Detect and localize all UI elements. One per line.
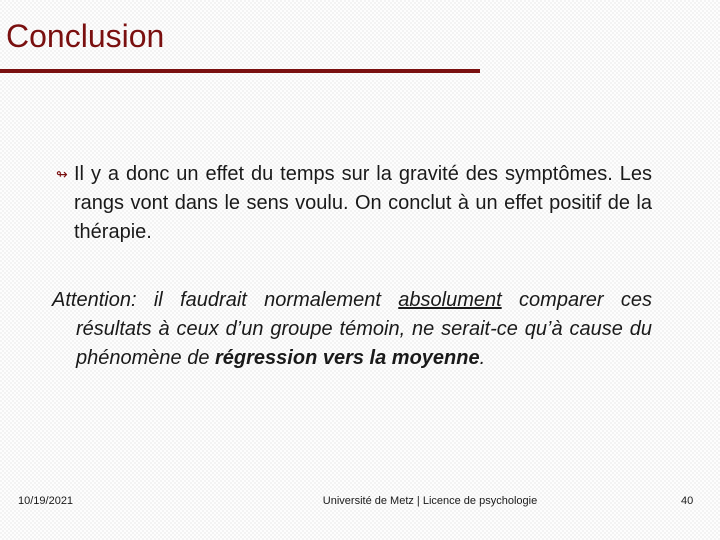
curl-arrow-icon: ↬	[56, 166, 68, 182]
footer-institution: Université de Metz | Licence de psychologie	[322, 495, 538, 507]
footer-page-number: 40	[681, 495, 694, 507]
attention-underlined-word: absolument	[398, 289, 502, 311]
attention-text-2: comparer ces résultats à ceux d’un groupe témoin, ne serait-ce qu’à cause du phénomène de	[76, 289, 652, 369]
attention-paragraph	[52, 286, 652, 373]
attention-note	[52, 286, 652, 373]
attention-bold-phrase: régression vers la moyenne	[215, 347, 480, 369]
title-underline-rule	[0, 69, 480, 73]
attention-text-3: .	[479, 347, 486, 369]
slide-title: Conclusion	[6, 18, 165, 54]
bullet-point	[56, 160, 652, 247]
bullet-text: Il y a donc un effet du temps sur la gravité des symptômes. Les rangs vont dans le sens voulu. On conclut à un effet positif de la thérapie.	[74, 163, 652, 243]
attention-text-1: Attention: il faudrait normalement	[52, 289, 399, 311]
footer-date: 10/19/2021	[18, 495, 74, 507]
bullet-row	[56, 160, 652, 247]
